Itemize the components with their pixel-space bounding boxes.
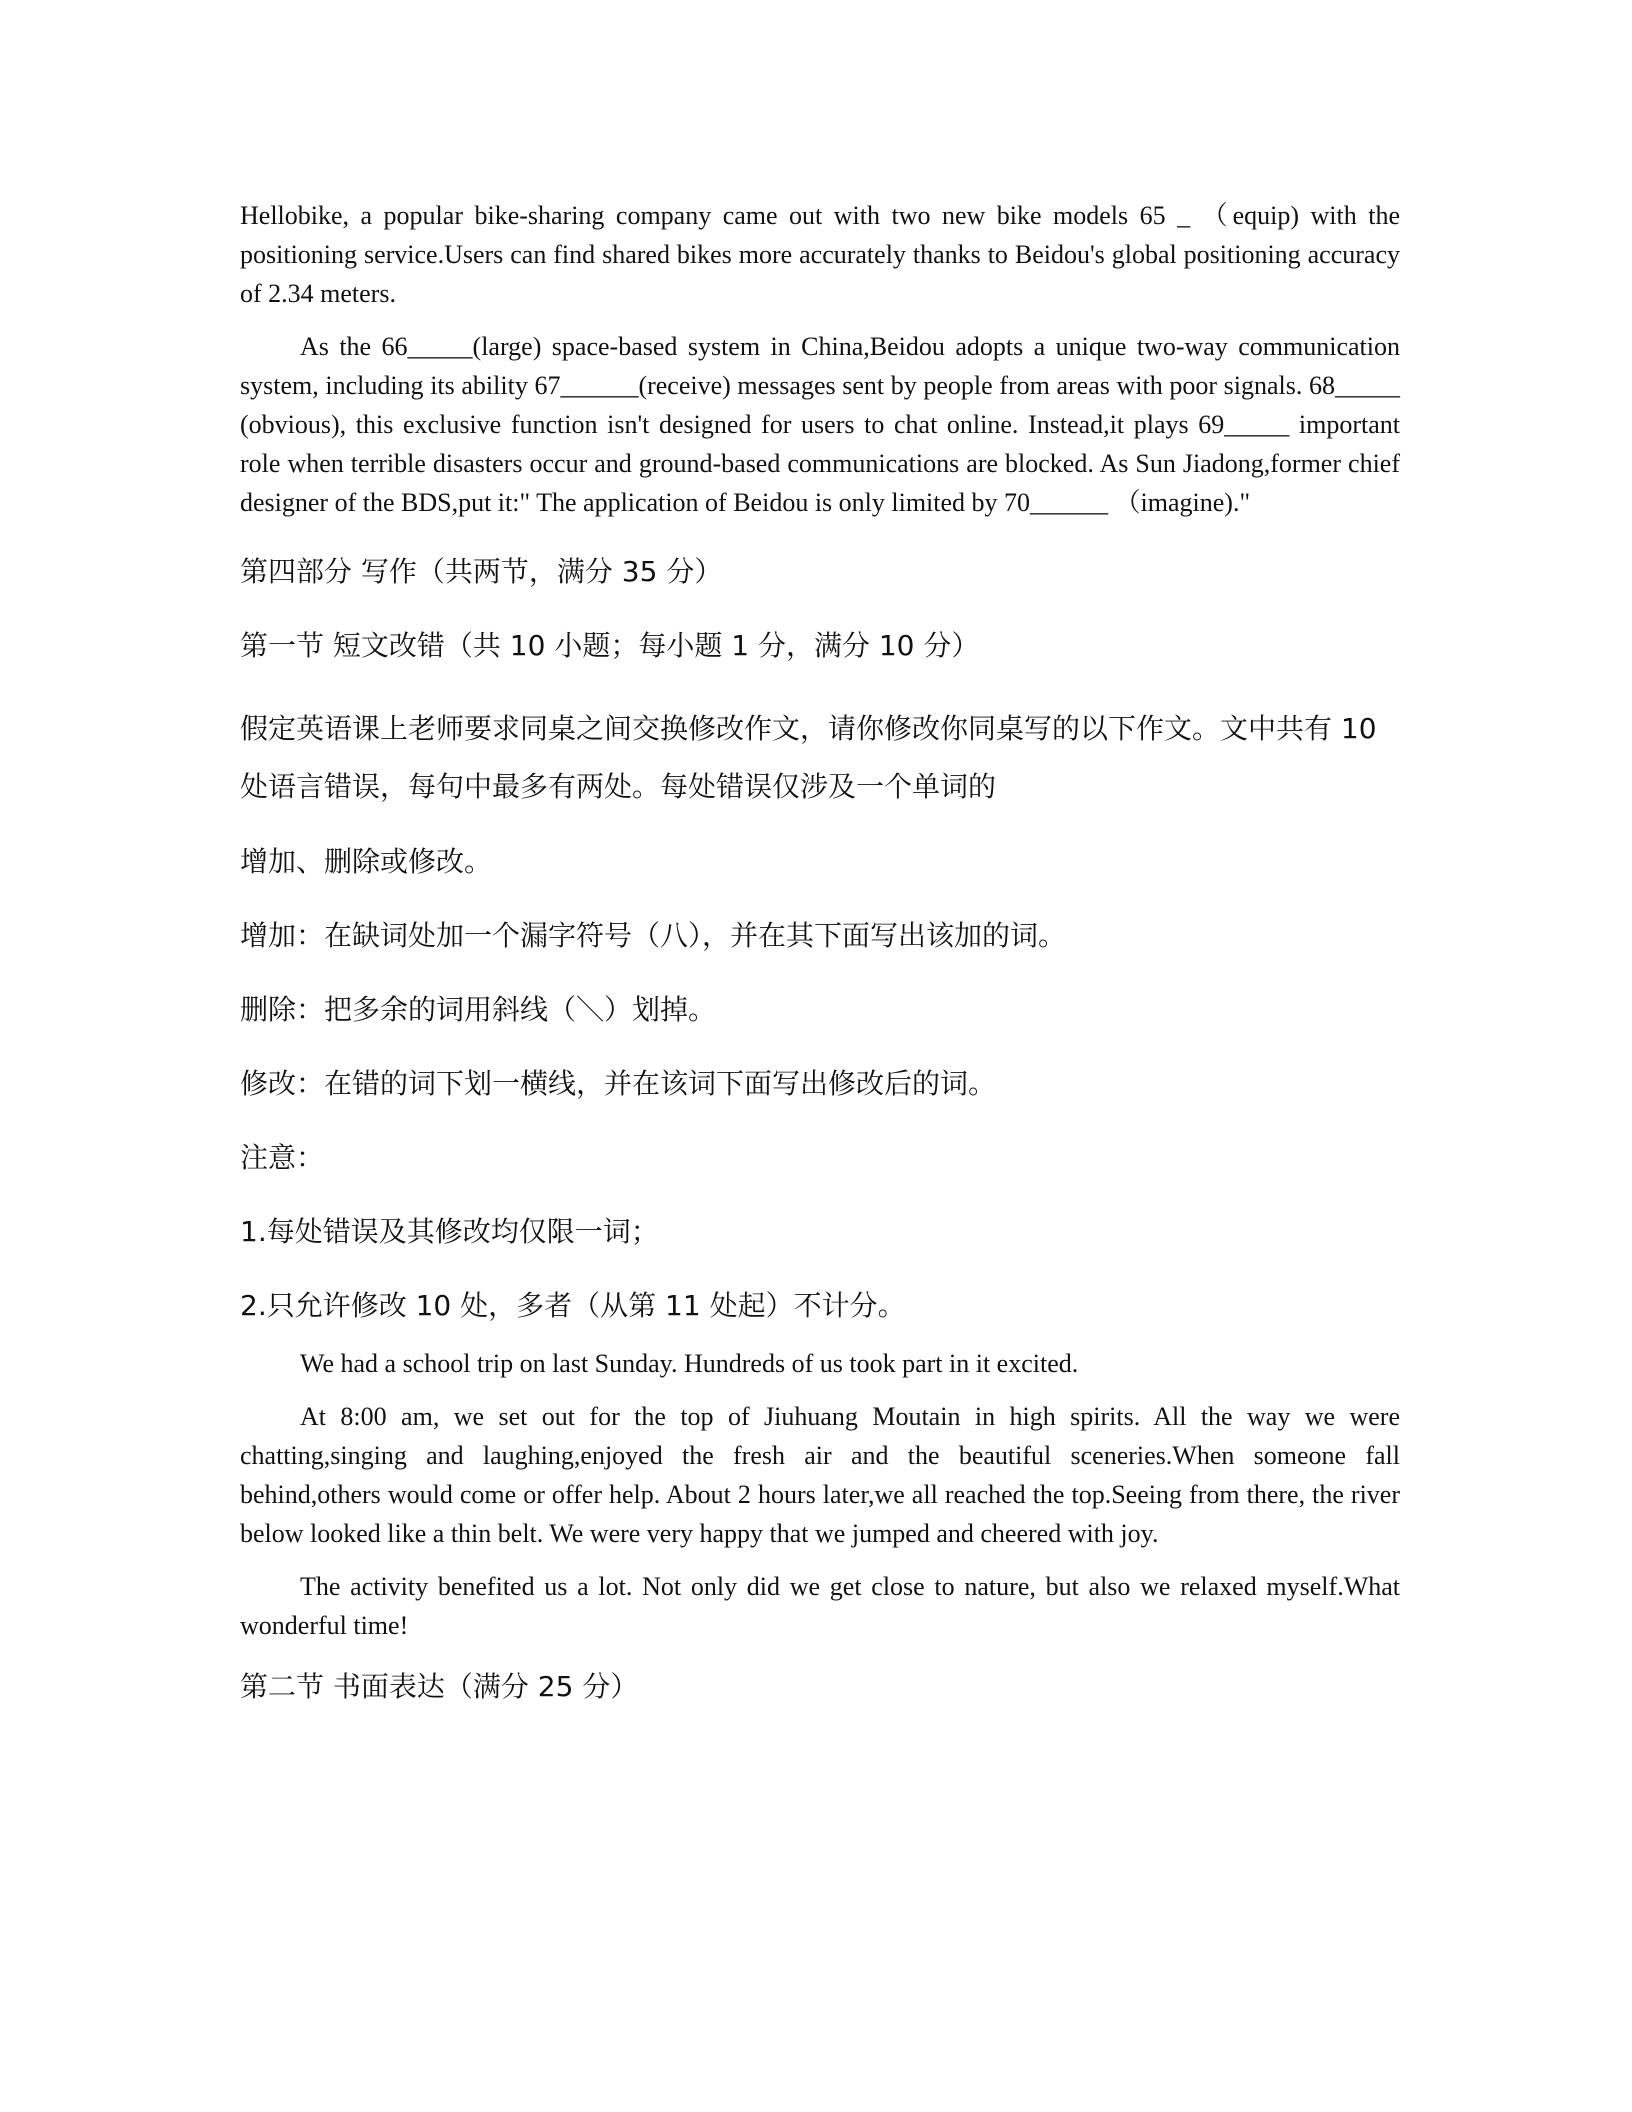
section1-heading: 第一节 短文改错（共 10 小题；每小题 1 分，满分 10 分） xyxy=(240,629,980,662)
essay-paragraph-1: We had a school trip on last Sunday. Hundreds of us took part in it excited. xyxy=(300,1349,1079,1378)
delete-rule: 删除：把多余的词用斜线（＼）划掉。 xyxy=(240,993,717,1026)
note-label: 注意： xyxy=(240,1141,325,1174)
passage-paragraph-1: Hellobike, a popular bike-sharing company came out with two new bike models 65 _ （equip) with the positioning service.Users can find shared bikes more accurately thanks to Beidou's global positioning accuracy of 2.34 meters. xyxy=(240,201,1401,308)
note-1: 1.每处错误及其修改均仅限一词； xyxy=(240,1215,659,1248)
page-content xyxy=(240,196,1400,1741)
essay-paragraph-3: The activity benefited us a lot. Not only did we get close to nature, but also we relaxed myself.What wonderful time! xyxy=(240,1572,1400,1640)
section2-heading: 第二节 书面表达（满分 25 分） xyxy=(240,1670,639,1703)
add-rule: 增加：在缺词处加一个漏字符号（八），并在其下面写出该加的词。 xyxy=(240,919,1067,952)
passage-paragraph-2: As the 66_____(large) space-based system in China,Beidou adopts a unique two-way communication system, including its ability 67______(receive) messages sent by people from areas with poor signals. 68_____ (obvious), this exclusive function isn't designed for users to chat online. Instead,it plays 69_____ important role when terrible disasters occur and ground-based communications are blocked. As Sun Jiadong,former chief designer of the BDS,put it:" The application of Beidou is only limited by 70______ （imagine)." xyxy=(240,332,1400,517)
essay-paragraph-2: At 8:00 am, we set out for the top of Jiuhuang Moutain in high spirits. All the way we were chatting,singing and laughing,enjoyed the fresh air and the beautiful sceneries.When someone fall behind,others would come or offer help. About 2 hours later,we all reached the top.Seeing from there, the river below looked like a thin belt. We were very happy that we jumped and cheered with joy. xyxy=(240,1402,1400,1548)
note-2: 2.只允许修改 10 处，多者（从第 11 处起）不计分。 xyxy=(240,1289,906,1322)
section1-intro: 假定英语课上老师要求同桌之间交换修改作文，请你修改你同桌写的以下作文。文中共有 10 处语言错误，每句中最多有两处。每处错误仅涉及一个单词的 xyxy=(240,712,1377,803)
part4-heading: 第四部分 写作（共两节，满分 35 分） xyxy=(240,555,723,588)
section1-intro-continued: 增加、删除或修改。 xyxy=(240,845,493,878)
modify-rule: 修改：在错的词下划一横线，并在该词下面写出修改后的词。 xyxy=(240,1067,997,1100)
